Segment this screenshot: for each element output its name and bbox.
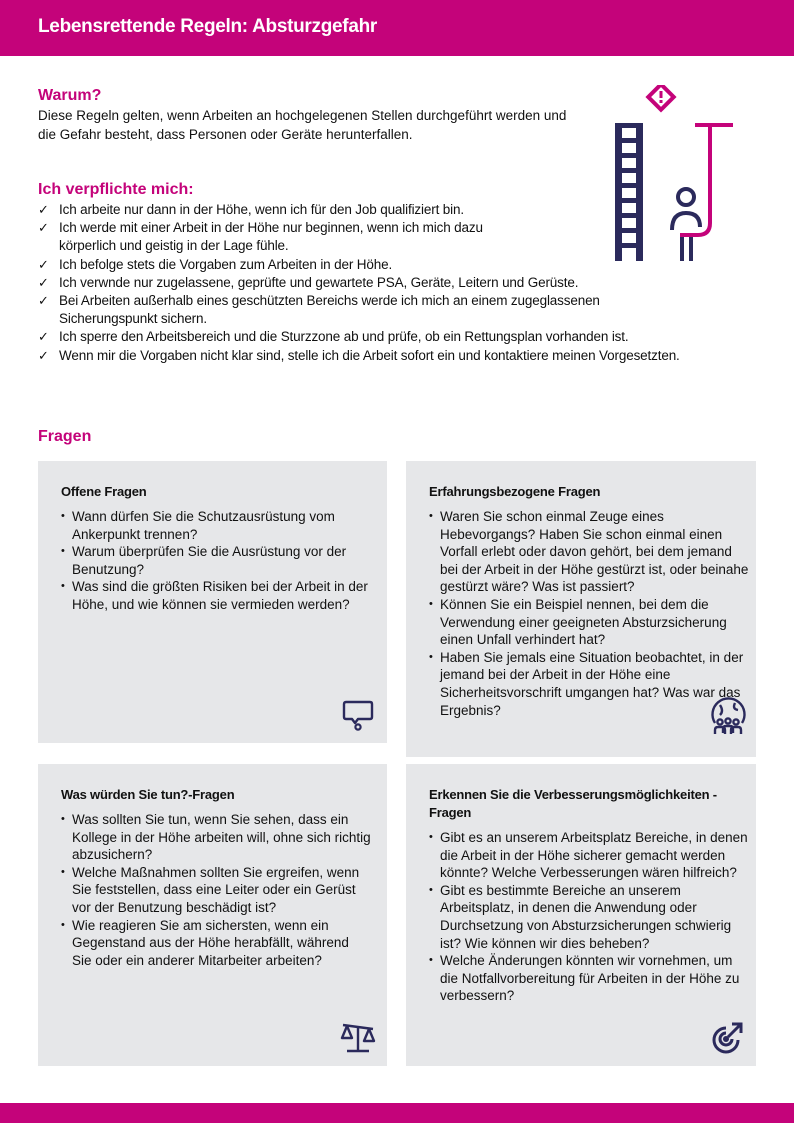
question-item: • Was sollten Sie tun, wenn Sie sehen, dass ein Kollege in der Höhe arbeiten will, ohne sich richtig abzusichern?	[61, 811, 371, 864]
question-card-what-would-you-do	[38, 764, 387, 1066]
question-item: • Welche Änderungen könnten wir vornehmen, um die Notfallvorbereitung für Arbeiten in der Höhe zu verbessern?	[429, 952, 749, 1005]
question-item: • Warum überprüfen Sie die Ausrüstung vor der Benutzung?	[61, 543, 371, 578]
commitment-heading: Ich verpflichte mich:	[38, 181, 194, 198]
globe-people-icon	[708, 697, 748, 737]
question-item: • Gibt es bestimmte Bereiche an unserem Arbeitsplatz, in denen die Anwendung oder Durchsetzung von Absturzsicherungen schwierig ist? Wie können wir dies beheben?	[429, 882, 749, 952]
question-item: • Haben Sie jemals eine Situation beobachtet, in der jemand bei der Arbeit in der Höhe eine Sicherheitsvorschrift umgangen hat? Was war das Ergebnis?	[429, 649, 749, 719]
check-icon: ✓	[38, 274, 49, 290]
question-item: • Was sind die größten Risiken bei der Arbeit in der Höhe, und wie können sie vermieden werden?	[61, 578, 371, 613]
check-icon: ✓	[38, 202, 49, 217]
footer-bar	[0, 1103, 794, 1123]
warning-diamond-icon	[648, 85, 673, 110]
question-card-open	[38, 461, 387, 743]
check-icon: ✓	[38, 293, 49, 309]
commitment-item: ✓ Ich werde mit einer Arbeit in der Höhe nur beginnen, wenn ich mich dazu körperlich und geistig in der Lage fühle.	[38, 220, 483, 254]
fragen-heading: Fragen	[38, 428, 92, 445]
warum-text: Diese Regeln gelten, wenn Arbeiten an hochgelegenen Stellen durchgeführt werden und die Gefahr besteht, dass Personen oder Geräte herunterfallen.	[38, 108, 567, 142]
commitment-list	[38, 201, 738, 365]
question-item: • Welche Maßnahmen sollten Sie ergreifen, wenn Sie feststellen, dass eine Leiter oder ein Gerüst vor der Benutzung beschädigt ist?	[61, 864, 371, 917]
card-title: Erkennen Sie die Verbesserungsmöglichkeiten - Fragen	[429, 787, 717, 820]
question-list	[429, 508, 749, 719]
commitment-item: ✓ Bei Arbeiten außerhalb eines geschützten Bereichs werde ich mich an einem zugeglassenen Sicherungspunkt sichern.	[38, 293, 600, 327]
warum-section	[38, 86, 568, 144]
question-item: • Waren Sie schon einmal Zeuge eines Hebevorgangs? Haben Sie schon einmal einen Vorfall erlebt oder davon gehört, bei dem jemand bei der Arbeit in der Höhe gestürzt ist, oder beinahe gestürzt wäre? Was ist passiert?	[429, 508, 749, 596]
commitment-item: ✓ Ich befolge stets die Vorgaben zum Arbeiten in der Höhe.	[38, 256, 738, 274]
question-item: • Gibt es an unserem Arbeitsplatz Bereiche, in denen die Arbeit in der Höhe sicherer gemacht werden könnte? Welche Verbesserungen wären hilfreich?	[429, 829, 749, 882]
check-icon: ✓	[38, 347, 49, 363]
question-item: • Können Sie ein Beispiel nennen, bei dem die Verwendung einer geeigneten Absturzsicherung einen Unfall verhindert hat?	[429, 596, 749, 649]
commitment-item: ✓ Ich sperre den Arbeitsbereich und die Sturzzone ab und prüfe, ob ein Rettungsplan vorhanden ist.	[38, 328, 738, 346]
target-arrow-icon	[708, 1016, 748, 1054]
check-icon: ✓	[38, 256, 49, 272]
card-title: Was würden Sie tun?-Fragen	[61, 787, 235, 802]
question-list	[61, 508, 371, 614]
question-card-improvement	[406, 764, 756, 1066]
question-list	[429, 829, 749, 1005]
warum-heading: Warum?	[38, 87, 102, 104]
commitment-item: ✓ Ich arbeite nur dann in der Höhe, wenn ich für den Job qualifiziert bin.	[38, 201, 738, 219]
scales-icon	[339, 1020, 377, 1054]
question-list	[61, 811, 371, 969]
commitment-item: ✓ Wenn mir die Vorgaben nicht klar sind, stelle ich die Arbeit sofort ein und kontaktiere meinen Vorgesetzten.	[38, 347, 698, 365]
question-item: • Wann dürfen Sie die Schutzausrüstung vom Ankerpunkt trennen?	[61, 508, 371, 543]
commitment-item: ✓ Ich verwnde nur zugelassene, geprüfte und gewartete PSA, Geräte, Leitern und Gerüste.	[38, 274, 738, 292]
card-title: Erfahrungsbezogene Fragen	[429, 484, 601, 499]
speech-bubble-icon	[341, 699, 375, 733]
question-card-experience	[406, 461, 756, 757]
header-bar	[0, 0, 794, 56]
page-title: Lebensrettende Regeln: Absturzgefahr	[38, 16, 377, 37]
check-icon: ✓	[38, 329, 49, 345]
card-title: Offene Fragen	[61, 484, 147, 499]
question-item: • Wie reagieren Sie am sichersten, wenn ein Gegenstand aus der Höhe herabfällt, während Sie oder ein anderer Mitarbeiter arbeiten?	[61, 917, 371, 970]
check-icon: ✓	[38, 220, 49, 236]
